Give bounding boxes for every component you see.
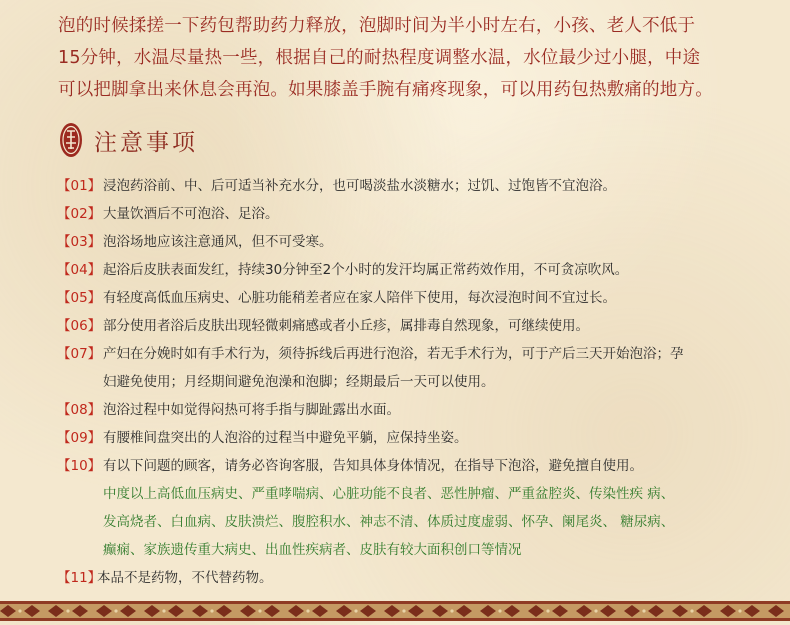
item-number: 【05】 [57, 290, 102, 306]
list-item [57, 564, 767, 592]
list-item [57, 284, 767, 312]
item-text: 本品不是药物，不代替药物。 [97, 570, 273, 586]
list-item [57, 424, 767, 452]
list-item [57, 312, 767, 340]
item-number: 【08】 [57, 402, 102, 418]
list-item [57, 396, 767, 424]
list-item [57, 452, 767, 480]
section-title: 注意事项 [94, 129, 198, 156]
list-item [57, 256, 767, 284]
item-number: 【01】 [57, 178, 102, 194]
conditions-line: 癫痫、家族遗传重大病史、出血性疾病者、皮肤有较大面积创口等情况 [103, 542, 522, 558]
conditions-line: 中度以上高低血压病史、严重哮喘病、心脏功能不良者、恶性肿瘤、严重盆腔炎、传染性疾 病、 [103, 486, 675, 502]
item-text-line: 妇避免使用；月经期间避免泡澡和泡脚；经期最后一天可以使用。 [103, 374, 495, 390]
notes-list [57, 172, 767, 592]
intro-line: 泡的时候揉搓一下药包帮助药力释放，泡脚时间为半小时左右，小孩、老人不低于 [58, 16, 696, 36]
conditions-list [103, 480, 767, 564]
list-item [57, 228, 767, 256]
item-number: 【03】 [57, 234, 102, 250]
item-text: 有轻度高低血压病史、心脏功能稍差者应在家人陪伴下使用，每次浸泡时间不宜过长。 [103, 290, 616, 306]
conditions-line: 发高烧者、白血病、皮肤溃烂、腹腔积水、神志不清、体质过度虚弱、怀孕、阑尾炎、 糖尿病、 [103, 514, 675, 530]
item-text: 浸泡药浴前、中、后可适当补充水分，也可喝淡盐水淡糖水；过饥、过饱皆不宜泡浴。 [103, 178, 616, 194]
item-number: 【09】 [57, 430, 102, 446]
intro-line: 可以把脚拿出来休息会再泡。如果膝盖手腕有痛疼现象，可以用药包热敷痛的地方。 [58, 80, 713, 100]
item-number: 【02】 [57, 206, 102, 222]
list-item [57, 200, 767, 228]
list-item [57, 340, 767, 396]
list-item [57, 172, 767, 200]
item-text: 有以下问题的顾客，请务必咨询客服，告知具体身体情况，在指导下泡浴，避免擅自使用。 [103, 458, 643, 474]
item-text: 泡浴场地应该注意通风，但不可受寒。 [103, 234, 333, 250]
intro-line: 15分钟，水温尽量热一些，根据自己的耐热程度调整水温，水位最少过小腿，中途 [58, 48, 701, 68]
item-number: 【07】 [57, 346, 102, 362]
intro-paragraph [58, 10, 758, 106]
item-text: 大量饮酒后不可泡浴、足浴。 [103, 206, 279, 222]
item-number: 【10】 [57, 458, 102, 474]
item-number: 【11】 [57, 570, 102, 586]
item-number: 【06】 [57, 318, 102, 334]
item-text: 有腰椎间盘突出的人泡浴的过程当中避免平躺，应保持坐姿。 [103, 430, 468, 446]
item-text: 部分使用者浴后皮肤出现轻微刺痛感或者小丘疹，属排毒自然现象，可继续使用。 [103, 318, 589, 334]
item-text: 起浴后皮肤表面发红，持续30分钟至2个小时的发汗均属正常药效作用，不可贪凉吹风。 [103, 262, 629, 278]
item-text: 泡浴过程中如觉得闷热可将手指与脚趾露出水面。 [103, 402, 400, 418]
section-header [58, 119, 198, 161]
item-text-line: 产妇在分娩时如有手术行为，须待拆线后再进行泡浴，若无手术行为，可于产后三天开始泡浴；孕 [103, 346, 684, 362]
seal-icon [58, 121, 84, 159]
item-text [103, 340, 767, 396]
border-pattern-icon [0, 601, 790, 621]
item-number: 【04】 [57, 262, 102, 278]
decorative-border [0, 601, 790, 621]
